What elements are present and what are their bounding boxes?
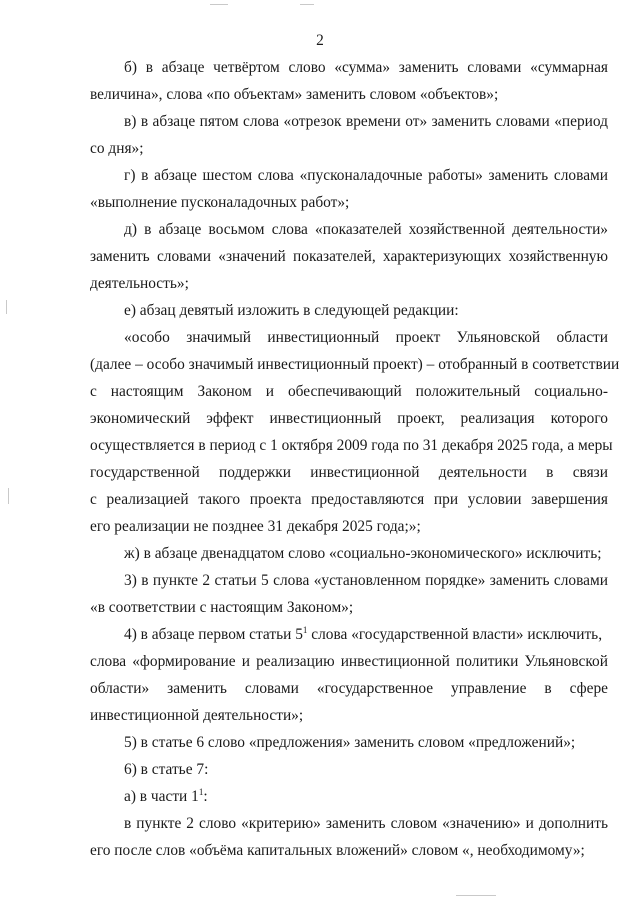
text-line: 3) в пункте 2 статьи 5 слова «установленном порядке» заменить словами — [124, 572, 608, 589]
text-line: деятельность»; — [90, 275, 189, 292]
text-fragment: : — [203, 788, 208, 805]
text-line: осуществляется в период с 1 октября 2009 года по 31 декабря 2025 года, а меры — [90, 437, 613, 454]
text-line: его после слов «объёма капитальных вложений» словом «, необходимому»; — [90, 842, 585, 859]
text-line: экономический эффект инвестиционный проект, реализация которого — [90, 410, 608, 427]
text-line: слова «формирование и реализацию инвестиционной политики Ульяновской — [90, 653, 608, 670]
text-line: с реализацией такого проекта предоставляются при условии завершения — [90, 491, 608, 508]
text-line: величина», слова «по объектам» заменить словом «объектов»; — [90, 86, 499, 103]
scan-artifact — [6, 300, 7, 314]
page-number: 2 — [316, 32, 324, 49]
text-fragment: слова «государственной власти» исключить, — [307, 626, 603, 643]
superscript: 1 — [302, 625, 308, 635]
text-line: «особо значимый инвестиционный проект Ульяновской области — [124, 329, 608, 346]
text-line: инвестиционной деятельности»; — [90, 707, 304, 724]
text-line-with-superscript — [124, 625, 608, 645]
text-line-with-superscript — [124, 787, 608, 807]
text-line: 6) в статье 7: — [124, 761, 209, 778]
text-line: ж) в абзаце двенадцатом слово «социально-экономического» исключить; — [124, 545, 602, 562]
scan-artifact — [8, 488, 9, 504]
text-line: государственной поддержки инвестиционной деятельности в связи — [90, 464, 608, 481]
text-line: заменить словами «значений показателей, характеризующих хозяйственную — [90, 248, 608, 265]
text-line: «в соответствии с настоящим Законом»; — [90, 599, 354, 616]
scan-artifact — [456, 895, 496, 896]
text-line: (далее – особо значимый инвестиционный проект) – отобранный в соответствии — [90, 356, 620, 373]
text-line: е) абзац девятый изложить в следующей редакции: — [124, 302, 459, 319]
text-line: со дня»; — [90, 140, 144, 157]
text-fragment: а) в части 1 — [124, 788, 199, 805]
text-line: 5) в статье 6 слово «предложения» заменить словом «предложений»; — [124, 734, 576, 751]
text-line: области» заменить словами «государственное управление в сфере — [90, 680, 608, 697]
superscript: 1 — [198, 787, 204, 797]
scan-artifact — [300, 4, 314, 5]
text-line: «выполнение пусконаладочных работ»; — [90, 194, 350, 211]
text-fragment: 4) в абзаце первом статьи 5 — [124, 626, 303, 643]
text-line: д) в абзаце восьмом слова «показателей хозяйственной деятельности» — [124, 221, 608, 238]
text-line: его реализации не позднее 31 декабря 2025 года;»; — [90, 518, 421, 535]
text-line: г) в абзаце шестом слова «пусконаладочные работы» заменить словами — [124, 167, 608, 184]
text-line: с настоящим Законом и обеспечивающий положительный социально- — [90, 383, 608, 400]
text-line: б) в абзаце четвёртом слово «сумма» заменить словами «суммарная — [124, 59, 608, 76]
scan-artifact — [210, 4, 228, 5]
text-line: в) в абзаце пятом слова «отрезок времени от» заменить словами «период — [124, 113, 608, 130]
text-line: в пункте 2 слово «критерию» заменить словом «значению» и дополнить — [124, 815, 608, 832]
